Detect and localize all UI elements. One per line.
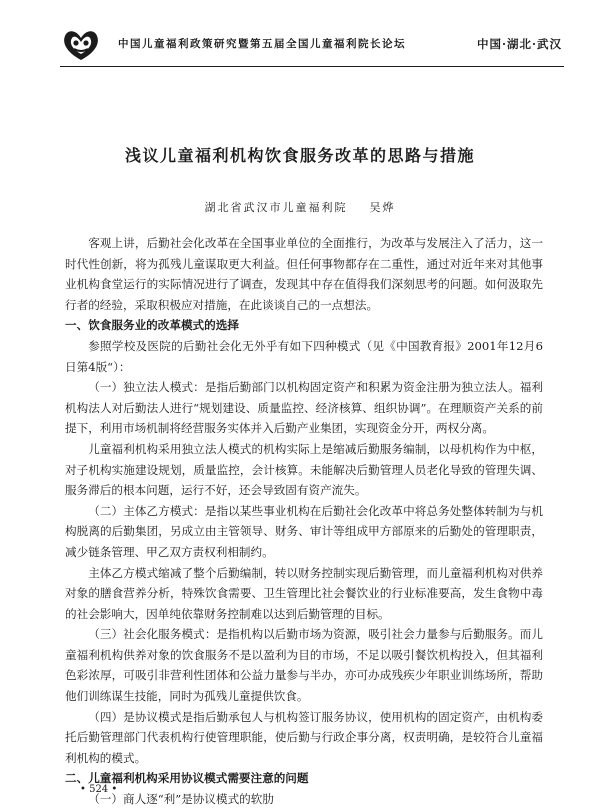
- article-title: 浅议儿童福利机构饮食服务改革的思路与措施: [124, 146, 475, 165]
- section-1-intro: 参照学校及医院的后勤社会化无外乎有如下四种模式（见《中国教育报》2001年12月6日第4版“）：: [65, 338, 543, 374]
- author-line: [0, 199, 600, 215]
- mode-2-detail-paragraph: 主体乙方模式缩减了整个后勤编制，转以财务控制实现后勤管理，而儿童福利机构对供养对象的膳食营养分析，特殊饮食需要、卫生管理比社会餐饮业的行业标准要高，发生食物中毒的社会影响大，因单纯依靠财务控制难以达到后勤管理的目标。: [65, 565, 543, 621]
- mode-1-paragraph: （一）独立法人模式：是指后勤部门以机构固定资产和积累为资金注册为独立法人。福利机构法人对后勤法人进行“规划建设、质量监控、经济核算、组织协调”。在理顺资产关系的前提下，利用市场机制将经营服务实体并入后勤产业集团，实现资金分开，两权分离。: [65, 380, 543, 436]
- header-divider: [60, 66, 564, 67]
- intro-paragraph: 客观上讲，后勤社会化改革在全国事业单位的全面推行，为改革与发展注入了活力，这一时代性创新，将为孤残儿童谋取更大利益。但任何事物都存在二重性，通过对近年来对其他事业机构食堂运行的实际情况进行了调查，发现其中存在值得我们深刻思考的问题。如何汲取先行者的经验，采取积极应对措施，在此谈谈自己的一点想法。: [65, 236, 543, 312]
- mode-1-detail-paragraph: 儿童福利机构采用独立法人模式的机构实际上是缩减后勤服务编制，以母机构作为中枢，对子机构实施建设规划，质量监控，会计核算。未能解决后勤管理人员老化导致的管理失调、服务滞后的根本问题，运行不好，还会导致固有资产流失。: [65, 441, 543, 498]
- author-affiliation: 湖北省武汉市儿童福利院: [204, 201, 348, 214]
- section-2-subheading: （一）商人逐“利”是协议模式的软肋: [88, 792, 274, 807]
- forum-logo-icon: [60, 28, 102, 62]
- author-name: 吴烨: [369, 201, 396, 214]
- header-title: 中国儿童福利政策研究暨第五届全国儿童福利院长论坛: [118, 38, 406, 50]
- running-header: [0, 0, 600, 80]
- page-number: • 524 •: [80, 784, 118, 795]
- article-body: [65, 233, 543, 810]
- section-2-heading: 二、儿童福利机构采用协议模式需要注意的问题: [65, 771, 309, 786]
- section-1-heading: 一、饮食服务业的改革模式的选择: [65, 318, 239, 333]
- mode-2-paragraph: （二）主体乙方模式：是指以某些事业机构在后勤社会化改革中将总务处整体转制为与机构脱离的后勤集团，另成立由主管领导、财务、审计等组成甲方部原来的后勤处的管理职责，减少链条管理、甲乙双方责权利相制约。: [65, 503, 543, 559]
- mode-4-paragraph: （四）是协议模式是指后勤承包人与机构签订服务协议，使用机构的固定资产，由机构委托后勤管理部门代表机构行使管理职能，使后勤与行政企事分离，权责明确，是较符合儿童福利机构的模式。: [65, 709, 543, 765]
- mode-3-paragraph: （三）社会化服务模式：是指机构以后勤市场为资源，吸引社会力量参与后勤服务。而儿童福利机构供养对象的饮食服务不是以盈利为目的市场，不足以吸引餐饮机构投入，但其福利色彩浓厚，可吸引非营利性团体和公益力量参与半办，亦可办成残疾少年职业训练场所，帮助他们训练谋生技能，同时为孤残儿童提供饮食。: [65, 627, 543, 704]
- header-location: 中国·湖北·武汉: [476, 37, 562, 51]
